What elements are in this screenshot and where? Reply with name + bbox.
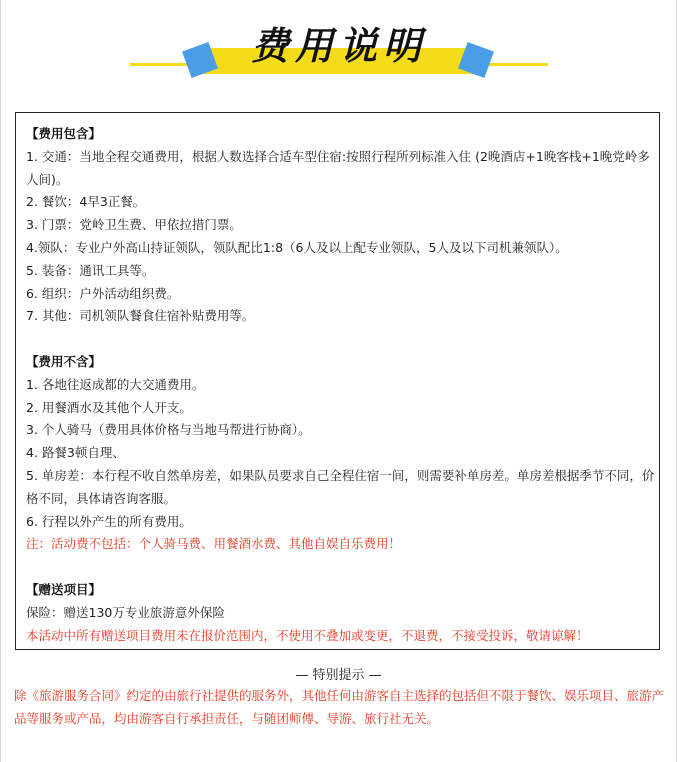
included-item-4: 4.领队：专业户外高山持证领队，领队配比1:8（6人及以上配专业领队，5人及以下司机兼领队）。 bbox=[26, 239, 568, 255]
included-item-2: 2. 餐饮：4早3正餐。 bbox=[26, 194, 146, 210]
included-item-3: 3. 门票：党岭卫生费、甲依拉措门票。 bbox=[26, 217, 242, 233]
included-item-7: 7. 其他：司机领队餐食住宿补贴费用等。 bbox=[26, 308, 255, 324]
section-gap bbox=[26, 328, 659, 351]
excluded-item-5: 5. 单房差：本行程不收自然单房差，如果队员要求自己全程住宿一间，则需要补单房差。单房差根据季节不同，价格不同，具体请咨询客服。 bbox=[26, 467, 655, 506]
excluded-item-2: 2. 用餐酒水及其他个人开支。 bbox=[26, 399, 192, 415]
excluded-item-1: 1. 各地往返成都的大交通费用。 bbox=[26, 376, 205, 392]
included-title: 【费用包含】 bbox=[26, 126, 102, 141]
gift-note: 本活动中所有赠送项目费用未在报价范围内，不使用不叠加或变更，不退费，不接受投诉，敬请谅解！ bbox=[26, 627, 589, 643]
left-border bbox=[0, 0, 1, 762]
excluded-item-6: 6. 行程以外产生的所有费用。 bbox=[26, 513, 192, 529]
special-notice-title: — 特别提示 — bbox=[295, 668, 382, 683]
excluded-item-4: 4. 路餐3顿自理、 bbox=[26, 445, 125, 461]
section-gap bbox=[26, 556, 659, 579]
fee-details-box bbox=[15, 112, 660, 650]
header-banner bbox=[0, 0, 677, 100]
special-notice-text: 除《旅游服务合同》约定的由旅行社提供的服务外，其他任何由游客自主选择的包括但不限于餐饮、娱乐项目、旅游产品等服务或产品，均由游客自行承担责任，与随团师傅、导游、旅行社无关。 bbox=[14, 688, 665, 726]
page-title: 费用说明 bbox=[250, 24, 427, 68]
gift-item: 保险：赠送130万专业旅游意外保险 bbox=[26, 604, 225, 620]
excluded-title: 【费用不含】 bbox=[26, 353, 102, 369]
included-item-5: 5. 装备：通讯工具等。 bbox=[26, 262, 155, 278]
included-item-1: 1. 交通：当地全程交通费用，根据人数选择合适车型住宿:按照行程所列标准入住 (2晚酒店+1晚客栈+1晚党岭多人间)。 bbox=[26, 148, 650, 187]
gift-title: 【赠送项目】 bbox=[26, 581, 102, 597]
excluded-item-3: 3. 个人骑马（费用具体价格与当地马帮进行协商）。 bbox=[26, 422, 311, 438]
excluded-note: 注：活动费不包括：个人骑马费、用餐酒水费、其他自娱自乐费用！ bbox=[26, 536, 402, 552]
included-item-6: 6. 组织：户外活动组织费。 bbox=[26, 285, 180, 301]
